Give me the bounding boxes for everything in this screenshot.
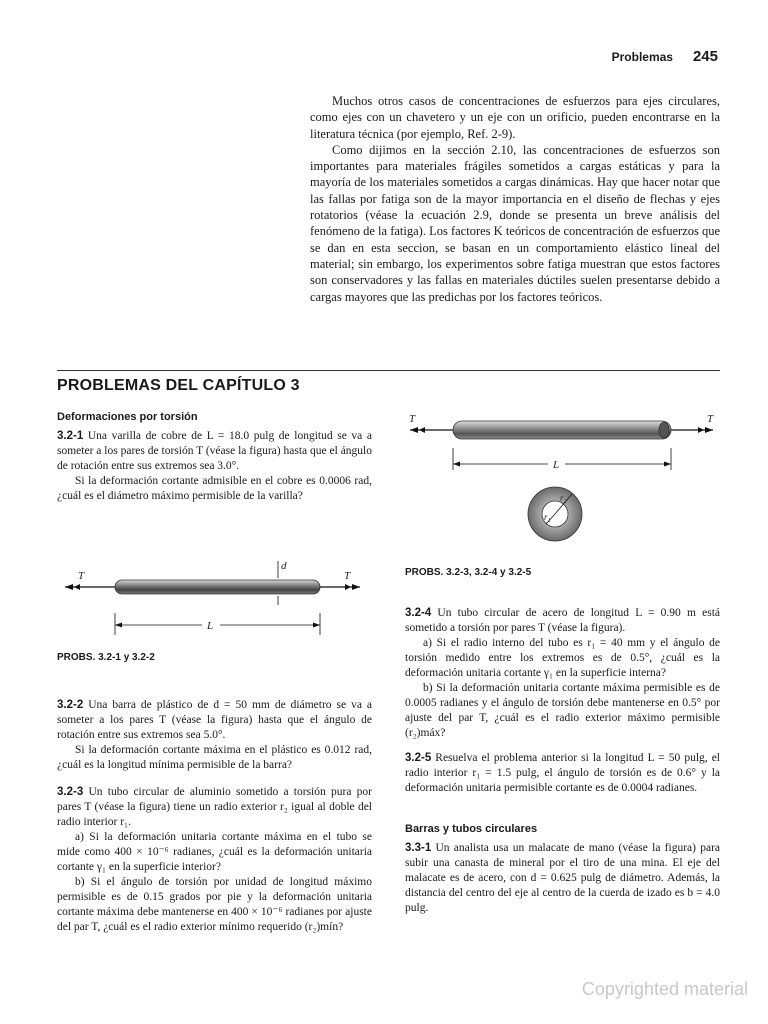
torque-label-left: T bbox=[78, 570, 85, 582]
left-column-bottom bbox=[57, 698, 372, 935]
problem-3-2-2 bbox=[57, 698, 372, 773]
tube-figure bbox=[405, 408, 720, 548]
problem-text: Si la deformación cortante máxima en el plástico es 0.012 rad, ¿cuál es la longitud mínima permisible de la barra? bbox=[57, 744, 372, 771]
problem-text: b) Si el ángulo de torsión por unidad de longitud máximo permisible es de 0.15 grados por pie y la deformación unitaria cortante máxima debe mantenerse en 400 × 10⁻⁶ radianes por ajuste del par T, ¿cuál es el radio exterior mínimo requerido (r₂)mín? bbox=[57, 876, 372, 933]
chapter-rule bbox=[57, 370, 720, 371]
length-label: L bbox=[207, 620, 214, 632]
hollow-tube bbox=[453, 421, 671, 439]
solid-bar-figure bbox=[60, 555, 370, 645]
problem-number: 3.2-2 bbox=[57, 699, 84, 711]
problem-3-2-1 bbox=[57, 429, 372, 504]
problem-text: Un tubo circular de acero de longitud L = 0.90 m está sometido a torsión por pares T (véase la figura). bbox=[405, 607, 720, 634]
intro-text bbox=[310, 93, 720, 305]
torque-label-right: T bbox=[344, 570, 351, 582]
torque-arrow-left bbox=[410, 427, 418, 433]
torque-label-left: T bbox=[409, 413, 416, 425]
section-subheading: Deformaciones por torsión bbox=[57, 411, 198, 423]
length-label: L bbox=[553, 459, 560, 471]
problem-text: Resuelva el problema anterior si la longitud L = 50 pulg, el radio interior r₁ = 1.5 pulg, el ángulo de torsión es de 0.6° y la deformación unitaria permisible cortante es de 0.0004 radianes. bbox=[405, 752, 721, 794]
figure-caption: PROBS. 3.2-3, 3.2-4 y 3.2-5 bbox=[405, 567, 532, 578]
problem-text: a) Si el radio interno del tubo es r₁ = 40 mm y el ángulo de torsión medido entre los extremos es de 0.5°, ¿cuál es la deformación unitaria cortante γ₁ en la superficie interna? bbox=[405, 637, 720, 679]
left-column-top bbox=[57, 410, 372, 504]
intro-paragraph: Muchos otros casos de concentraciones de esfuerzos para ejes circulares, como ejes con un chavetero y un eje con un orificio, pueden encontrarse en la literatura técnica (por ejemplo, Ref. 2-9). bbox=[310, 94, 720, 141]
figure-caption: PROBS. 3.2-1 y 3.2-2 bbox=[57, 652, 155, 663]
copyright-watermark: Copyrighted material bbox=[581, 979, 748, 999]
problem-text: Un tubo circular de aluminio sometido a torsión pura por pares T (véase la figura) tiene un radio exterior r₂ igual al doble del radio interior r₁. bbox=[57, 786, 372, 828]
problem-number: 3.2-5 bbox=[405, 752, 432, 764]
problem-3-2-4 bbox=[405, 606, 720, 741]
problem-3-2-3 bbox=[57, 785, 372, 935]
problem-number: 3.2-4 bbox=[405, 607, 432, 619]
problem-text: Si la deformación cortante admisible en el cobre es 0.0006 rad, ¿cuál es el diámetro máximo permisible de la varilla? bbox=[57, 475, 372, 502]
page-header bbox=[612, 48, 718, 65]
running-head: Problemas bbox=[611, 50, 673, 64]
problem-text: Una barra de plástico de d = 50 mm de diámetro se va a someter a los pares T (véase la figura) hasta que el ángulo de rotación entre sus extremos sea 5.0°. bbox=[57, 699, 373, 741]
diameter-label: d bbox=[281, 560, 287, 572]
problem-3-3-1 bbox=[405, 841, 720, 916]
problem-text: a) Si la deformación unitaria cortante máxima en el tubo se mide como 400 × 10⁻⁶ radianes, ¿cuál es la deformación unitaria cortante γ₁ en la superficie interior? bbox=[57, 831, 372, 873]
right-column bbox=[405, 606, 720, 916]
tube-end bbox=[659, 422, 669, 438]
outer-radius-label: r₂ bbox=[560, 493, 567, 503]
intro-paragraph: Como dijimos en la sección 2.10, las concentraciones de esfuerzos son importantes para materiales frágiles sometidos a cargas estáticas y para la mayoría de los materiales sometidos a cargas dinámicas. Hay que hacer notar que las fallas por fatiga son de la mayor importancia en el diseño de flechas y ejes rotatorios (véase la ecuación 2.9, donde se presenta un breve análisis del fenómeno de la fatiga). Los factores K teóricos de concentración de esfuerzos que se dan en esta seccion, se basan en un comportamiento elástico lineal del material; sin embargo, los experimentos sobre fatiga muestran que estos factores son conservadores y las fallas en materiales dúctiles suelen presentarse debido a cargas mayores que las predichas por los factores teóricos. bbox=[310, 142, 720, 304]
section-subheading: Barras y tubos circulares bbox=[405, 823, 538, 835]
page-number: 245 bbox=[692, 48, 718, 65]
problem-number: 3.2-3 bbox=[57, 786, 84, 798]
torque-arrow-right bbox=[705, 427, 713, 433]
problem-text: Una varilla de cobre de L = 18.0 pulg de longitud se va a someter a los pares de torsión T (véase la figura) hasta que el ángulo de rotación entre sus extremos sea 3.0°. bbox=[57, 430, 372, 472]
torque-label-right: T bbox=[707, 413, 714, 425]
inner-radius-label: r₁ bbox=[544, 512, 551, 522]
chapter-title: PROBLEMAS DEL CAPÍTULO 3 bbox=[57, 377, 300, 394]
problem-text: Un analista usa un malacate de mano (véase la figura) para subir una canasta de mineral por el tiro de una mina. El eje del malacate es de acero, con d = 0.625 pulg de diámetro. Además, la distancia del centro del eje al centro de la cuerda de izado es b = 4.0 pulg. bbox=[405, 842, 721, 914]
problem-3-2-5 bbox=[405, 751, 720, 796]
problem-text: b) Si la deformación unitaria cortante máxima permisible es de 0.0005 radianes y el ángulo de torsión debe mantenerse en 0.5° por ajuste del par T, ¿cuál es el radio exterior máximo permisible (r₂)máx? bbox=[405, 682, 720, 739]
problem-number: 3.3-1 bbox=[405, 842, 432, 854]
problem-number: 3.2-1 bbox=[57, 430, 84, 442]
torque-arrow-left bbox=[65, 584, 73, 590]
solid-bar bbox=[115, 580, 320, 594]
torque-arrow-right bbox=[352, 584, 360, 590]
